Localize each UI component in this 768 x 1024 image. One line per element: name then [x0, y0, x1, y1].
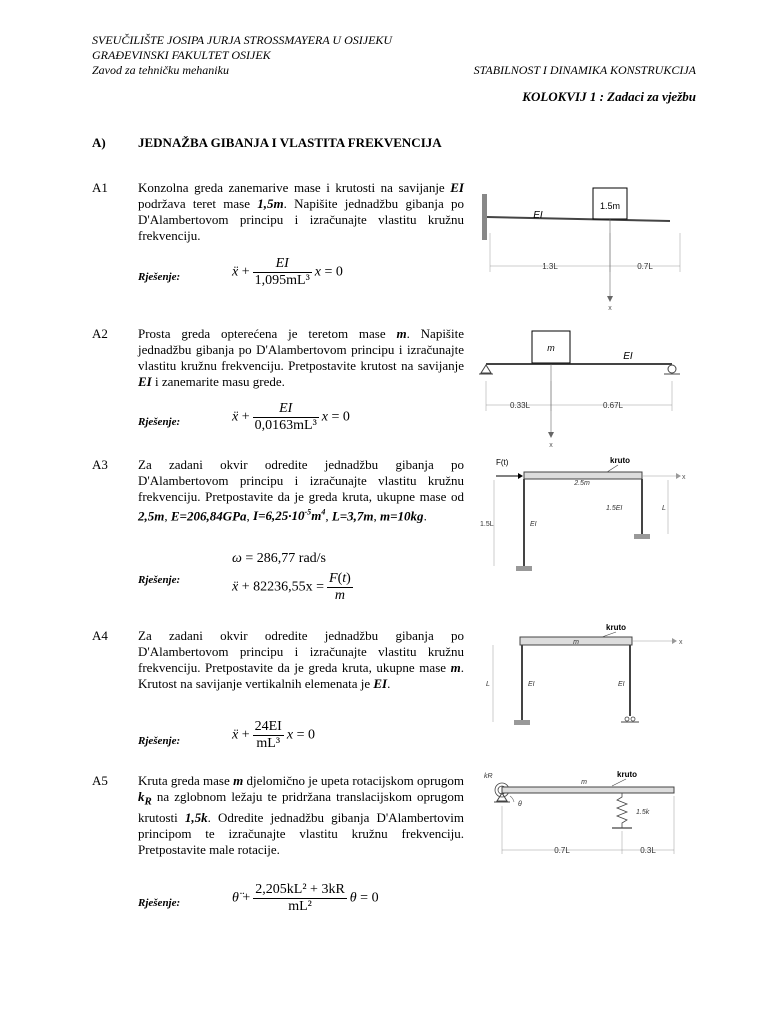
solution-label: Rješenje: [138, 735, 181, 747]
mass-label: 2.5m [574, 480, 590, 487]
task-text: Za zadani okvir odredite jednadžbu gibanja po D'Alambertovom principu i izračunajte vlastitu kružnu frekvenciju. Pretpostavite da je greda kruta, ukupne mase m. Krutost na savijanje vertikalnih elemenata je EI. [138, 628, 464, 691]
task-number: A1 [92, 180, 108, 195]
dimension-label: 0.7L [554, 846, 570, 855]
equation-numerator: 24EI [254, 719, 282, 734]
faculty-name: GRAĐEVINSKI FAKULTET OSIJEK [92, 48, 271, 62]
ei-label: EI [530, 521, 537, 528]
mass-label: m [581, 779, 587, 786]
ei-label: EI [533, 210, 543, 221]
university-name: SVEUČILIŠTE JOSIPA JURJA STROSSMAYERA U OSIJEKU [92, 33, 393, 47]
task-number: A2 [92, 326, 108, 341]
axis-label: x [682, 474, 686, 481]
height-label: L [486, 681, 490, 688]
solution-label: Rješenje: [138, 271, 181, 283]
axis-label: x [608, 305, 612, 310]
ei-label: EI [623, 351, 633, 362]
task-text: Za zadani okvir odredite jednadžbu gibanja po D'Alambertovom principu i izračunajte vlastitu kružnu frekvenciju. Pretpostavite da je greda kruta, ukupne mase od 2,5m, E=206,84GPa, $I=6,25\cdot 10^{-5}m^4$, L=3,7m, m=10kg. [138, 457, 464, 524]
force-label: F(t) [496, 458, 509, 467]
figure-a2 [478, 326, 690, 448]
dimension-label: 0.67L [602, 401, 624, 410]
equation: ẍ + 82236,55x = $\frac{F(t)}{m}$ [232, 571, 351, 603]
equation: ẍ + $\frac{24EI}{\text{mL³}}$ x = 0 [232, 719, 315, 751]
kr-label: kR [484, 773, 493, 780]
equation: ẍ + $\frac{EI}{\text{1,095mL³}}$ x = 0 [232, 256, 343, 288]
exam-title: KOLOKVIJ 1 : Zadaci za vježbu [522, 89, 696, 104]
dimension-label: 1.3L [542, 262, 558, 271]
task-text: Prosta greda opterećena je teretom mase m. Napišite jednadžbu gibanja po D'Alambertovom principu i izračunajte vlastitu kružnu frekvenciju. Pretpostavite krutost na savijanje EI i zanemarite masu grede. [138, 326, 464, 389]
task-text: Konzolna greda zanemarive mase i krutosti na savijanje EI podržava teret mase 1,5m. Napišite jednadžbu gibanja po D'Alambertovom principu i izračunajte vlastitu kružnu frekvenciju. [138, 180, 464, 243]
figure-a4 [478, 622, 690, 734]
figure-a3 [478, 452, 690, 580]
solution-label: Rješenje: [138, 897, 181, 909]
section-title: JEDNAŽBA GIBANJA I VLASTITA FREKVENCIJA [138, 135, 442, 150]
course-name: STABILNOST I DINAMIKA KONSTRUKCIJA [473, 63, 696, 77]
omega-value: = 286,77 rad/s [245, 551, 326, 566]
task-number: A4 [92, 628, 108, 643]
equation-denominator: 0,0163mL³ [254, 418, 317, 433]
dimension-label: 0.7L [637, 262, 653, 271]
equation-numerator: 2,205kL² + 3kR [255, 882, 345, 897]
ei-label: EI [528, 681, 535, 688]
mass-label: 1.5m [599, 201, 621, 211]
task-number: A3 [92, 457, 108, 472]
equation-omega: ω = 286,77 rad/s [232, 551, 326, 566]
equation-denominator: 1,095mL³ [254, 273, 310, 288]
ei-label: EI [618, 681, 625, 688]
equation-coefficient: + 82236,55x = [241, 579, 325, 595]
task-number: A5 [92, 773, 108, 788]
height-label: L [662, 505, 666, 512]
mass-label: m [547, 343, 555, 353]
solution-label: Rješenje: [138, 416, 181, 428]
dimension-label: 0.33L [509, 401, 531, 410]
figure-a1 [480, 178, 690, 310]
axis-label: x [679, 639, 683, 646]
kruto-label: kruto [610, 456, 630, 465]
theta-label: θ [518, 801, 522, 808]
spring-label: 1.5k [636, 809, 650, 816]
mass-label: m [573, 639, 579, 646]
equation: θ̈ + $\frac{\text{2,205kL² + 3kR}}{\text{mL²}}$ θ = 0 [232, 882, 379, 914]
solution-label: Rješenje: [138, 574, 181, 586]
equation: ẍ + $\frac{EI}{\text{0,0163mL³}}$ x = 0 [232, 401, 350, 433]
equation-denominator: mL³ [253, 735, 284, 752]
axis-label: x [549, 442, 553, 448]
department-name: Zavod za tehničku mehaniku [92, 63, 229, 77]
kruto-label: kruto [617, 770, 637, 779]
dimension-label: 0.3L [640, 846, 656, 855]
section-letter: A) [92, 135, 106, 150]
ei-label: 1.5EI [606, 505, 623, 512]
equation-denominator: mL² [253, 898, 346, 915]
task-text: Kruta greda mase m djelomično je upeta rotacijskom oprugom $k_R$ na zglobnom ležaju te pridržana translacijskom oprugom krutosti 1,5k. Odredite jednadžbu gibanja D'Alambertovim principom te izračunajte vlastitu kružnu frekvenciju. Pretpostavite male rotacije. [138, 773, 464, 857]
figure-a5 [480, 766, 690, 864]
kruto-label: kruto [606, 623, 626, 632]
height-label: 1.5L [480, 521, 494, 528]
